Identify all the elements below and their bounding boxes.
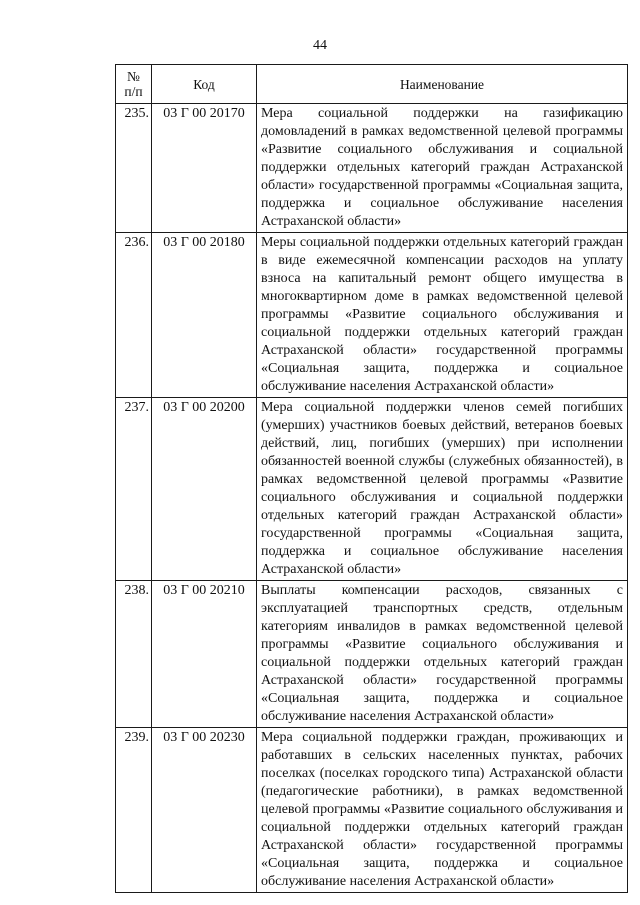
row-name: Выплаты компенсации расходов, связанных с эксплуатацией транспортных средств, отдельным категориям инвалидов в рамках ведомственной целевой программы «Развитие социального обслуживания и социальной поддержки отдельных категорий граждан Астраханской области» государственной программы «Социальная защита, поддержка и социальное обслуживание населения Астраханской области»	[257, 581, 628, 728]
row-code: 03 Г 00 20200	[152, 398, 257, 581]
row-number: 239.	[116, 728, 152, 893]
table-row	[116, 233, 628, 398]
row-code: 03 Г 00 20210	[152, 581, 257, 728]
row-code: 03 Г 00 20230	[152, 728, 257, 893]
table-row	[116, 728, 628, 893]
classification-table	[115, 64, 628, 893]
header-num	[116, 65, 152, 104]
row-code: 03 Г 00 20170	[152, 104, 257, 233]
table-row	[116, 398, 628, 581]
table-row	[116, 581, 628, 728]
table-header-row	[116, 65, 628, 104]
row-number: 237.	[116, 398, 152, 581]
row-number: 238.	[116, 581, 152, 728]
table-row	[116, 104, 628, 233]
row-name: Меры социальной поддержки отдельных категорий граждан в виде ежемесячной компенсации расходов на уплату взноса на капитальный ремонт общего имущества в многоквартирном доме в рамках ведомственной целевой программы «Развитие социального обслуживания и социальной поддержки отдельных категорий граждан Астраханской области» государственной программы «Социальная защита, поддержка и социальное обслуживание населения Астраханской области»	[257, 233, 628, 398]
header-num-line1: №	[127, 69, 140, 84]
row-number: 236.	[116, 233, 152, 398]
page-number: 44	[313, 38, 327, 53]
row-code: 03 Г 00 20180	[152, 233, 257, 398]
row-name: Мера социальной поддержки на газификацию домовладений в рамках ведомственной целевой программы «Развитие социального обслуживания и социальной поддержки отдельных категорий граждан Астраханской области» государственной программы «Социальная защита, поддержка и социальное обслуживание населения Астраханской области»	[257, 104, 628, 233]
row-name: Мера социальной поддержки граждан, проживающих и работавших в сельских населенных пунктах, рабочих поселках (поселках городского типа) Астраханской области (педагогические работники), в рамках ведомственной целевой программы «Развитие социального обслуживания и социальной поддержки отдельных категорий граждан Астраханской области» государственной программы «Социальная защита, поддержка и социальное обслуживание населения Астраханской области»	[257, 728, 628, 893]
header-code: Код	[152, 65, 257, 104]
row-name: Мера социальной поддержки членов семей погибших (умерших) участников боевых действий, ветеранов боевых действий, лиц, погибших (умерших) при исполнении обязанностей военной службы (служебных обязанностей), в рамках ведомственной целевой программы «Развитие социального обслуживания и социальной поддержки отдельных категорий граждан Астраханской области» государственной программы «Социальная защита, поддержка и социальное обслуживание населения Астраханской области»	[257, 398, 628, 581]
row-number: 235.	[116, 104, 152, 233]
header-num-line2: п/п	[124, 84, 143, 99]
header-name: Наименование	[257, 65, 628, 104]
